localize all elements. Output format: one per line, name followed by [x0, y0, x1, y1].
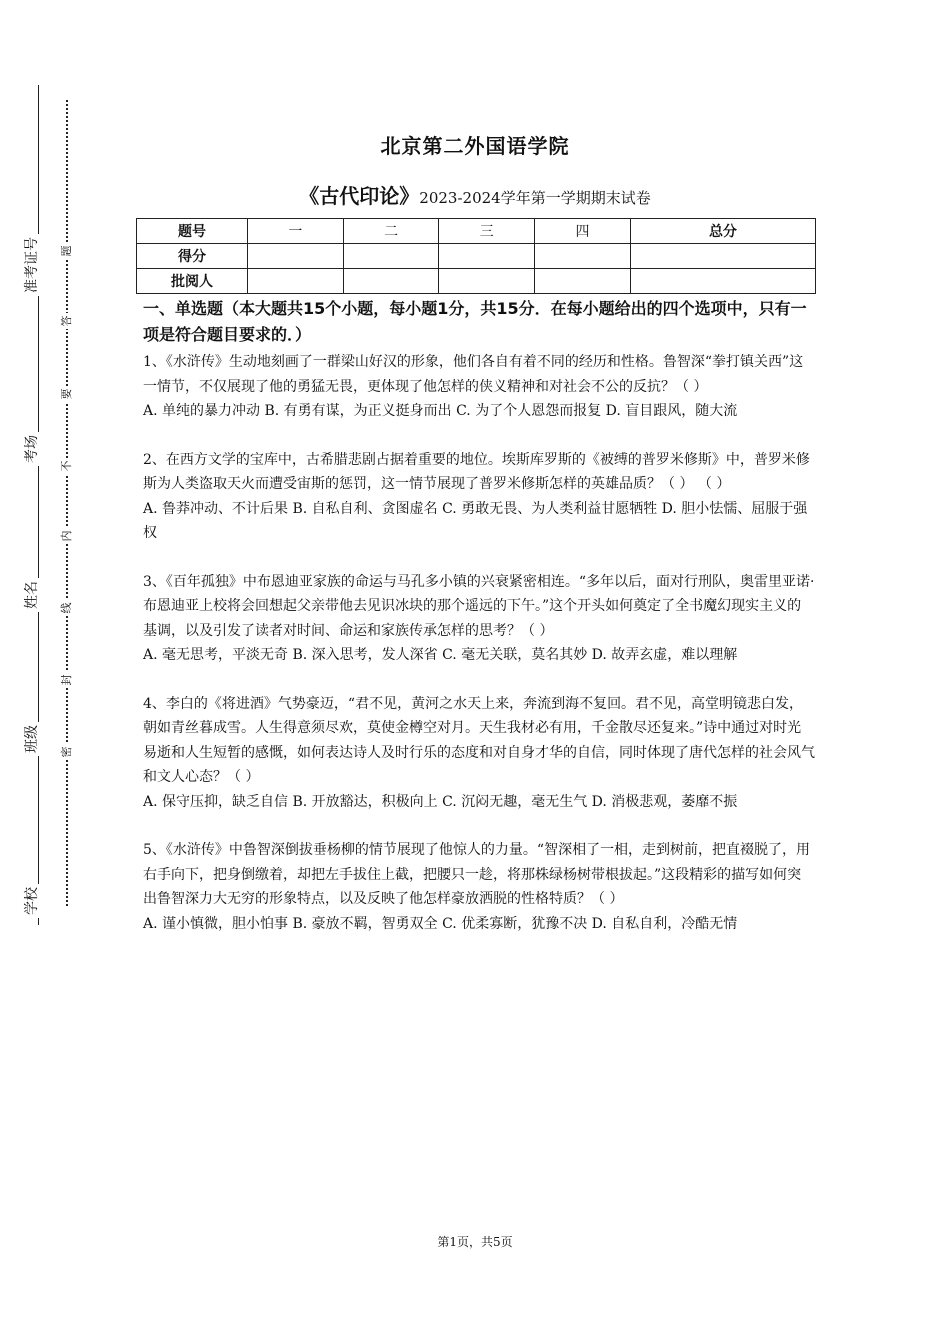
score-cell — [630, 244, 815, 269]
question-options: A. 谨小慎微，胆小怕事 B. 豪放不羁，智勇双全 C. 优柔寡断，犹豫不决 D. 自私自利，冷酷无情 — [143, 915, 738, 932]
exam-subtitle — [0, 180, 950, 209]
question-stem: 2、在西方文学的宝库中，古希腊悲剧占据着重要的地位。埃斯库罗斯的《被缚的普罗米修斯》中，普罗米修斯为人类盗取天火而遭受宙斯的惩罚，这一情节展现了普罗米修斯怎样的英雄品质？（ ） （ ） — [143, 451, 810, 492]
exam-number-label: 准考证号 — [22, 276, 42, 296]
exam-room-label: 考场 — [22, 446, 42, 466]
score-row — [137, 244, 816, 269]
score-cell — [439, 244, 535, 269]
score-cell — [535, 244, 631, 269]
question-4 — [143, 692, 815, 815]
question-stem: 3、《百年孤独》中布恩迪亚家族的命运与马孔多小镇的兴衰紧密相连。“多年以后，面对行刑队，奥雷里亚诺·布恩迪亚上校将会回想起父亲带他去见识冰块的那个遥远的下午。”这个开头如何奠定了全书魔幻现实主义的基调，以及引发了读者对时间、命运和家族传承怎样的思考？（ ） — [143, 573, 815, 639]
seal-char: 内 — [59, 528, 75, 544]
seal-char: 线 — [59, 600, 75, 616]
question-1 — [143, 350, 815, 424]
question-5 — [143, 838, 815, 936]
row-header: 得分 — [137, 244, 248, 269]
question-options: A. 单纯的暴力冲动 B. 有勇有谋，为正义挺身而出 C. 为了个人恩怨而报复 D. 盲目跟风，随大流 — [143, 403, 738, 419]
question-options: A. 保守压抑，缺乏自信 B. 开放豁达，积极向上 C. 沉闷无趣，毫无生气 D. 消极悲观，萎靡不振 — [143, 793, 738, 810]
grader-row — [137, 269, 816, 294]
seal-char: 密 — [59, 744, 75, 760]
score-table-header-row — [137, 219, 816, 244]
grader-cell — [630, 269, 815, 294]
question-options: A. 毫无思考，平淡无奇 B. 深入思考，发人深省 C. 毫无关联，莫名其妙 D. 故弄玄虚，难以理解 — [143, 647, 738, 663]
seal-char: 封 — [59, 672, 75, 688]
col-header: 题号 — [137, 219, 248, 244]
row-header: 批阅人 — [137, 269, 248, 294]
score-cell — [248, 244, 344, 269]
question-stem: 5、《水浒传》中鲁智深倒拔垂杨柳的情节展现了他惊人的力量。“智深相了一相，走到树前，把直裰脱了，用右手向下，把身倒缴着，却把左手拔住上截，把腰只一趁，将那株绿杨树带根拔起。”这段精彩的描写如何突出鲁智深力大无穷的形象特点，以及反映了他怎样豪放洒脱的性格特质？（ ） — [143, 842, 811, 907]
col-header: 三 — [439, 219, 535, 244]
grader-cell — [248, 269, 344, 294]
term-text: 2023-2024学年第一学期期末试卷 — [419, 189, 651, 207]
col-header: 一 — [248, 219, 344, 244]
score-cell — [343, 244, 439, 269]
grader-cell — [439, 269, 535, 294]
page-number: 第1页，共5页 — [437, 1235, 513, 1249]
seal-char: 答 — [59, 313, 75, 329]
seal-char: 要 — [59, 386, 75, 402]
grader-cell — [535, 269, 631, 294]
col-header: 四 — [535, 219, 631, 244]
course-name: 《古代印论》 — [299, 184, 420, 208]
school-title: 北京第二外国语学院 — [380, 134, 570, 158]
exam-content — [143, 296, 815, 960]
section-heading: 一、单选题（本大题共15个小题，每小题1分，共15分．在每小题给出的四个选项中，只有一项是符合题目要求的．） — [143, 299, 807, 344]
col-header: 二 — [343, 219, 439, 244]
seal-char: 不 — [59, 458, 75, 474]
score-table — [136, 218, 816, 294]
class-label: 班级 — [22, 736, 42, 756]
seal-char: 题 — [59, 243, 75, 259]
school-label: 学校 — [22, 898, 42, 918]
seal-dotted-line — [66, 100, 68, 906]
question-options: A. 鲁莽冲动、不计后果 B. 自私自利、贪图虚名 C. 勇敢无畏、为人类利益甘愿牺牲 D. 胆小怯懦、屈服于强权 — [143, 500, 808, 541]
grader-cell — [343, 269, 439, 294]
col-header: 总分 — [630, 219, 815, 244]
question-stem: 4、李白的《将进酒》气势豪迈，“君不见，黄河之水天上来，奔流到海不复回。君不见，高堂明镜悲白发，朝如青丝暮成雪。人生得意须尽欢，莫使金樽空对月。天生我材必有用，千金散尽还复来。”诗中通过对时光易逝和人生短暂的感慨，如何表达诗人及时行乐的态度和对自身才华的自信，同时体现了唐代怎样的社会风气和文人心态？（ ） — [143, 695, 815, 785]
question-3 — [143, 570, 815, 668]
question-2 — [143, 448, 815, 546]
binding-line — [38, 85, 39, 925]
name-label: 姓名 — [22, 592, 42, 612]
question-stem: 1、《水浒传》生动地刻画了一群梁山好汉的形象，他们各自有着不同的经历和性格。鲁智深“拳打镇关西”这一情节，不仅展现了他的勇猛无畏，更体现了他怎样的侠义精神和对社会不公的反抗？（ ） — [143, 354, 804, 395]
